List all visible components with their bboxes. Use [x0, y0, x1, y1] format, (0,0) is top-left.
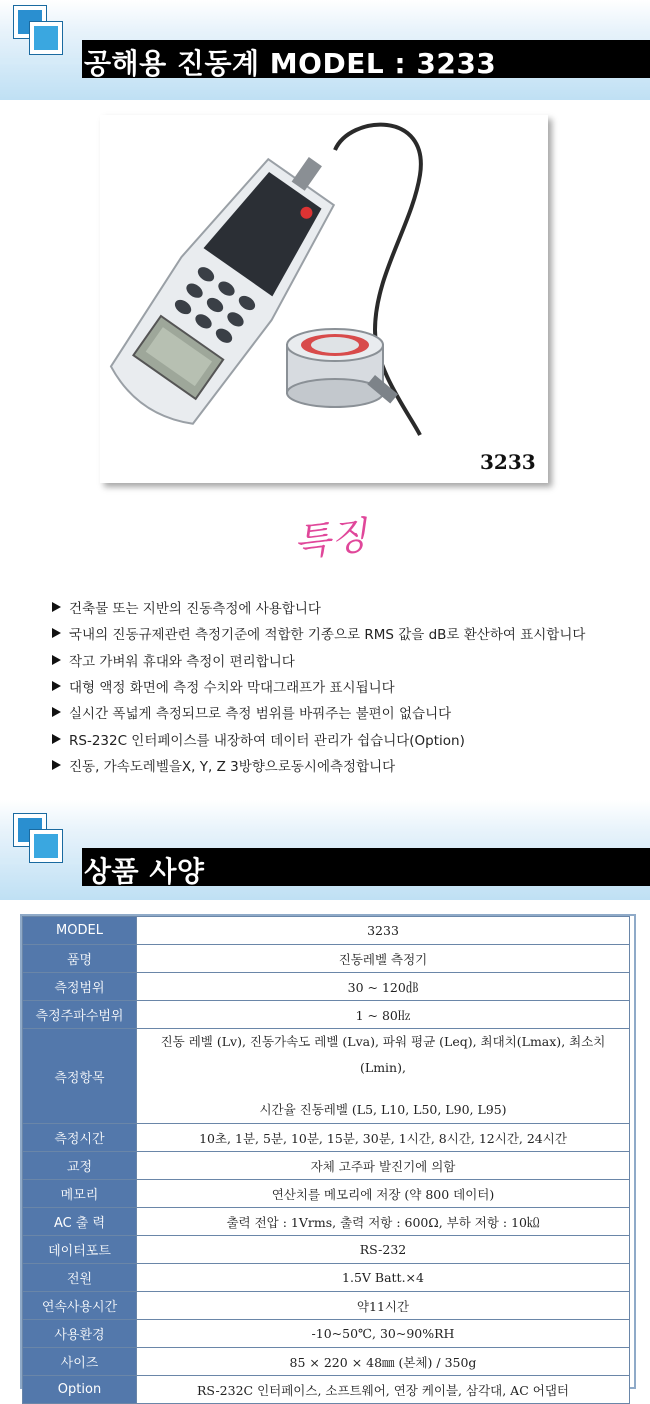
page-title: 공해용 진동계 MODEL : 3233: [84, 47, 497, 80]
triangle-bullet-icon: [52, 628, 61, 638]
table-row: [23, 1124, 630, 1152]
feature-text: 작고 가벼워 휴대와 측정이 편리합니다: [69, 653, 295, 670]
triangle-bullet-icon: [52, 655, 61, 665]
list-item: [48, 699, 648, 725]
spec-key: 측정시간: [23, 1124, 137, 1152]
triangle-bullet-icon: [52, 602, 61, 612]
section-title: 상품 사양: [84, 855, 205, 888]
features-heading-text: 특징: [291, 513, 370, 565]
table-row: [23, 1292, 630, 1320]
spec-key: Option: [23, 1376, 137, 1404]
title-bar: [82, 40, 650, 78]
spec-value: 출력 전압 : 1Vrms, 출력 저항 : 600Ω, 부하 저항 : 10㏀: [137, 1208, 630, 1236]
spec-key: 사이즈: [23, 1348, 137, 1376]
table-row: [23, 1001, 630, 1029]
triangle-bullet-icon: [52, 760, 61, 770]
section-banner-specs: [0, 800, 650, 900]
section-banner-product: [0, 0, 650, 100]
list-item: [48, 752, 648, 778]
spec-key: 교정: [23, 1152, 137, 1180]
spec-value: 약11시간: [137, 1292, 630, 1320]
list-item: [48, 647, 648, 673]
spec-key: 데이터포트: [23, 1236, 137, 1264]
list-item: [48, 594, 648, 620]
triangle-bullet-icon: [52, 734, 61, 744]
spec-value: 3233: [137, 917, 630, 945]
spec-table: [22, 916, 630, 1404]
spec-value-line: 시간율 진동레벨 (L5, L10, L50, L90, L95): [259, 1102, 507, 1117]
triangle-bullet-icon: [52, 681, 61, 691]
spec-value: 연산치를 메모리에 저장 (약 800 데이터): [137, 1180, 630, 1208]
table-row: [23, 1264, 630, 1292]
model-label: 3233: [480, 450, 536, 474]
spec-value: [137, 1029, 630, 1124]
spec-value-line: 진동 레벨 (Lv), 진동가속도 레벨 (Lva), 파워 평균 (Leq), 최대치(Lmax), 최소치(Lmin),: [160, 1034, 606, 1075]
table-row: [23, 917, 630, 945]
product-photo: [100, 115, 548, 483]
spec-key: 측정항목: [23, 1029, 137, 1124]
spec-value: RS-232: [137, 1236, 630, 1264]
spec-key: 사용환경: [23, 1320, 137, 1348]
feature-text: 국내의 진동규제관련 측정기준에 적합한 기종으로 RMS 값을 dB로 환산하여 표시합니다: [69, 627, 586, 644]
spec-value: 진동레벨 측정기: [137, 945, 630, 973]
spec-key: 전원: [23, 1264, 137, 1292]
spec-value: 1.5V Batt.×4: [137, 1264, 630, 1292]
triangle-bullet-icon: [52, 707, 61, 717]
spec-key: AC 출 력: [23, 1208, 137, 1236]
table-row: [23, 1152, 630, 1180]
list-item: [48, 620, 648, 646]
spec-key: 측정범위: [23, 973, 137, 1001]
square-logo-icon: [14, 814, 62, 862]
spec-key: MODEL: [23, 917, 137, 945]
table-row: [23, 1376, 630, 1404]
spec-key: 품명: [23, 945, 137, 973]
feature-text: RS-232C 인터페이스를 내장하여 데이터 관리가 쉽습니다(Option): [69, 732, 465, 749]
spec-value: 30 ~ 120㏈: [137, 973, 630, 1001]
feature-text: 실시간 폭넓게 측정되므로 측정 범위를 바꿔주는 불편이 없습니다: [69, 706, 452, 723]
table-row: [23, 1348, 630, 1376]
feature-list: [48, 594, 648, 778]
spec-value: 10초, 1분, 5분, 10분, 15분, 30분, 1시간, 8시간, 12시간, 24시간: [137, 1124, 630, 1152]
spec-value: -10~50℃, 30~90%RH: [137, 1320, 630, 1348]
title-bar: [82, 848, 650, 886]
feature-text: 대형 액정 화면에 측정 수치와 막대그래프가 표시됩니다: [69, 680, 395, 697]
list-item: [48, 725, 648, 751]
table-row: [23, 1029, 630, 1124]
spec-key: 메모리: [23, 1180, 137, 1208]
spec-key: 측정주파수범위: [23, 1001, 137, 1029]
spec-value: 85 × 220 × 48㎜ (본체) / 350g: [137, 1348, 630, 1376]
table-row: [23, 1236, 630, 1264]
spec-value: 자체 고주파 발진기에 의함: [137, 1152, 630, 1180]
spec-value: 1 ~ 80㎐: [137, 1001, 630, 1029]
feature-text: 진동, 가속도레벨을X, Y, Z 3방향으로동시에측정합니다: [69, 758, 396, 775]
vibration-meter-illustration: [100, 115, 548, 483]
table-row: [23, 1320, 630, 1348]
features-heading: [270, 508, 390, 568]
table-row: [23, 1208, 630, 1236]
table-row: [23, 945, 630, 973]
spec-value: RS-232C 인터페이스, 소프트웨어, 연장 케이블, 삼각대, AC 어댑터: [137, 1376, 630, 1404]
list-item: [48, 673, 648, 699]
table-row: [23, 973, 630, 1001]
spec-key: 연속사용시간: [23, 1292, 137, 1320]
feature-text: 건축물 또는 지반의 진동측정에 사용합니다: [69, 601, 321, 618]
table-row: [23, 1180, 630, 1208]
square-logo-icon: [14, 6, 62, 54]
